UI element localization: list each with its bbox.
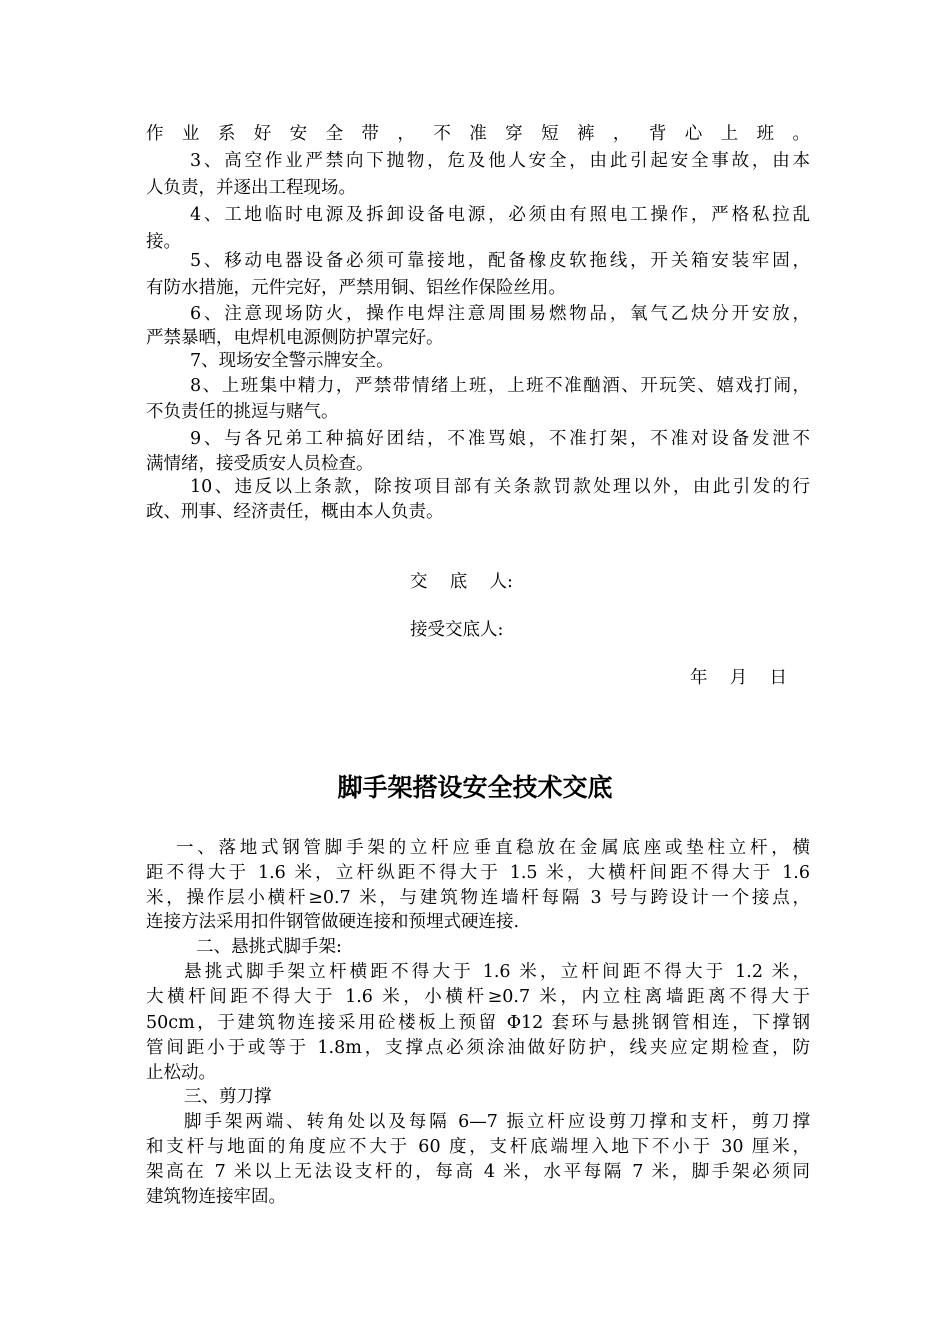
section-title: 脚手架搭设安全技术交底 [337, 773, 613, 802]
item-1-text-cont-1: 距不得大于 1.6 米，立杆纵距不得大于 1.5 米，大横杆间距不得大于 1.6 [146, 863, 810, 883]
item-2-heading: 二、悬挑式脚手架: [196, 937, 342, 957]
rule-10-text: 10、违反以上条款，除按项目部有关条款罚款处理以外，由此引发的行 [190, 477, 810, 497]
signature-giver-label: 交 底 人: [410, 572, 513, 592]
rule-6-text: 6、注意现场防火，操作电焊注意周围易燃物品，氧气乙炔分开安放， [190, 304, 810, 324]
item-2-text: 悬挑式脚手架立杆横距不得大于 1.6 米，立杆间距不得大于 1.2 米， [184, 962, 810, 982]
rule-2-text-end: 作业系好安全带，不准穿短裤，背心上班。 [146, 124, 810, 144]
rule-4-text-cont: 接。 [146, 232, 181, 252]
signature-receiver-label: 接受交底人: [410, 620, 504, 640]
rule-3-text-cont: 人负责，并逐出工程现场。 [146, 178, 356, 198]
item-1-text-cont-2: 米，操作层小横杆≥0.7 米，与建筑物连墙杆每隔 3 号与跨设计一个接点， [146, 888, 810, 908]
item-2-text-cont-3: 管间距小于或等于 1.8m，支撑点必须涂油做好防护，线夹应定期检查，防 [146, 1038, 810, 1058]
rule-8-text-cont: 不负责任的挑逗与赌气。 [146, 402, 339, 422]
item-2-text-cont-4: 止松动。 [146, 1063, 216, 1083]
item-3-text-cont-2: 架高在 7 米以上无法设支杆的，每高 4 米，水平每隔 7 米，脚手架必须同 [146, 1162, 810, 1182]
item-3-text-cont-1: 和支杆与地面的角度应不大于 60 度，支杆底端埋入地下不小于 30 厘米， [146, 1137, 810, 1157]
item-3-text-cont-3: 建筑物连接牢固。 [146, 1187, 286, 1207]
rule-9-text-cont: 满情绪，接受质安人员检查。 [146, 454, 374, 474]
rule-5-text: 5、移动电器设备必须可靠接地，配备橡皮软拖线，开关箱安装牢固， [190, 251, 810, 271]
rule-6-text-cont: 严禁暴晒，电焊机电源侧防护罩完好。 [146, 328, 444, 348]
rule-4-text: 4、工地临时电源及拆卸设备电源，必须由有照电工操作，严格私拉乱 [190, 205, 810, 225]
signature-date-label: 年 月 日 [690, 668, 788, 688]
rule-10-text-cont: 政、刑事、经济责任，概由本人负责。 [146, 502, 444, 522]
item-3-text: 脚手架两端、转角处以及每隔 6—7 振立杆应设剪刀撑和支杆，剪刀撑 [184, 1112, 810, 1132]
item-2-text-cont-2: 50cm，于建筑物连接采用砼楼板上预留 Φ12 套环与悬挑钢管相连，下撑钢 [146, 1013, 810, 1033]
item-2-text-cont-1: 大横杆间距不得大于 1.6 米，小横杆≥0.7 米，内立柱离墙距离不得大于 [146, 987, 810, 1007]
rule-9-text: 9、与各兄弟工种搞好团结，不准骂娘，不准打架，不准对设备发泄不 [190, 429, 810, 449]
item-1-text: 一、落地式钢管脚手架的立杆应垂直稳放在金属底座或垫柱立杆，横 [176, 838, 810, 858]
rule-7-text: 7、现场安全警示牌安全。 [190, 351, 394, 371]
rule-8-text: 8、上班集中精力，严禁带情绪上班，上班不准酗酒、开玩笑、嬉戏打闹， [190, 376, 810, 396]
item-1-text-cont-3: 连接方法采用扣件钢管做硬连接和预埋式硬连接. [146, 912, 520, 932]
rule-5-text-cont: 有防水措施，元件完好，严禁用铜、铝丝作保险丝用。 [146, 278, 566, 298]
item-3-heading: 三、剪刀撑 [184, 1087, 272, 1107]
rule-3-text: 3、高空作业严禁向下抛物，危及他人安全，由此引起安全事故，由本 [190, 151, 810, 171]
